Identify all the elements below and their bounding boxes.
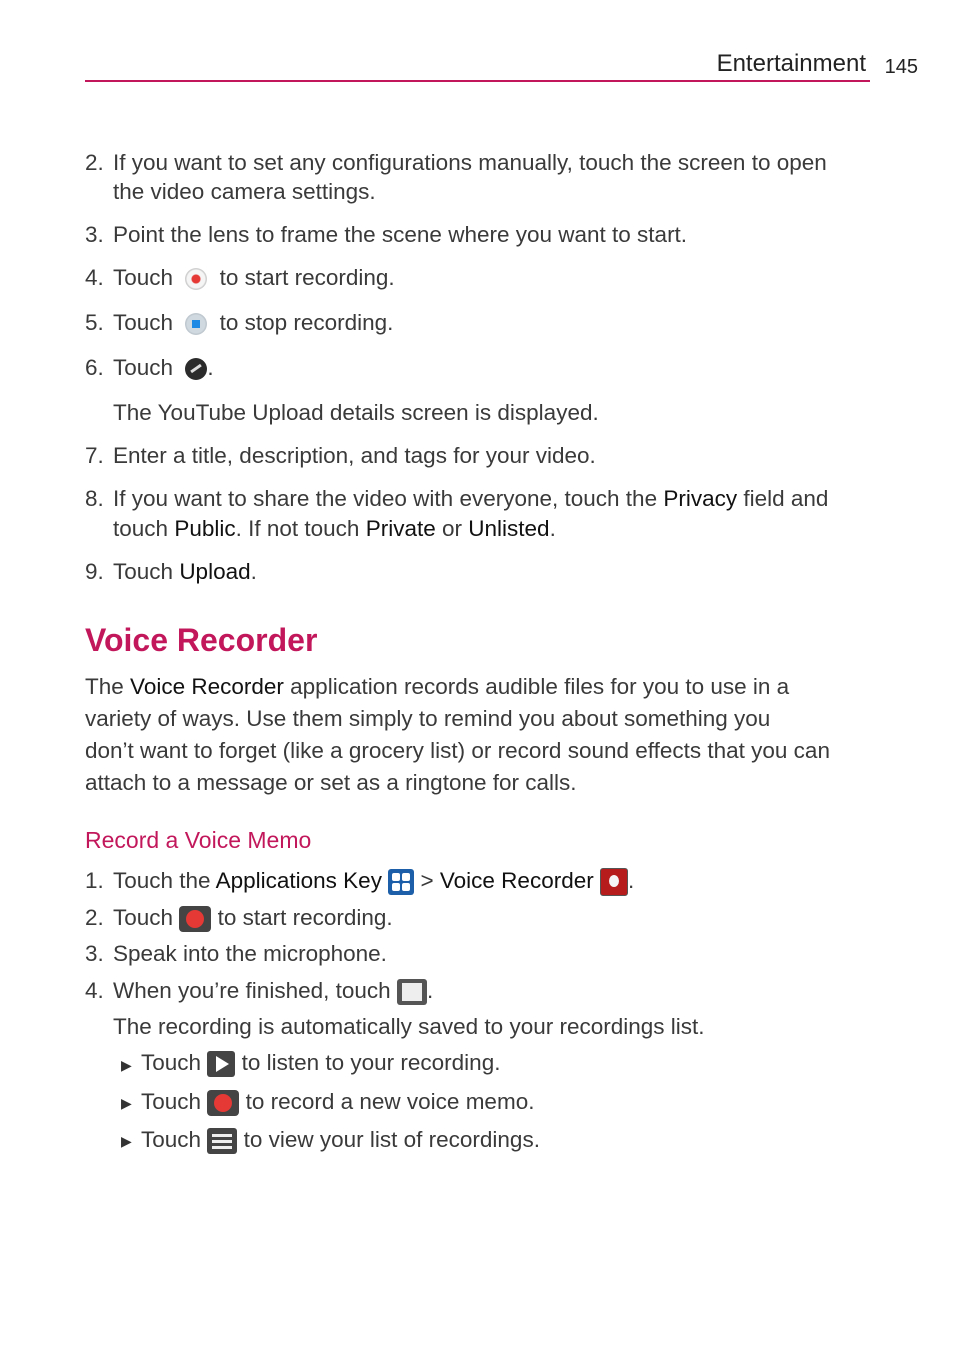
bullet-line <box>141 1050 500 1077</box>
stop-dot-icon <box>185 313 207 335</box>
bullet-text: Touch <box>141 1050 202 1075</box>
header-divider <box>85 80 870 82</box>
intro-text: don’t want to forget (like a grocery list) or record sound effects that you can <box>85 738 830 763</box>
step-text: to start recording. <box>217 905 393 930</box>
bullet-line <box>141 1127 540 1154</box>
record-button-icon <box>179 906 211 932</box>
bullet-arrow-icon: ▶ <box>121 1133 132 1149</box>
step-number: 6. <box>85 355 104 380</box>
step-number: 5. <box>85 310 104 335</box>
step-text: . If not touch <box>235 516 360 541</box>
section-heading: Voice Recorder <box>85 622 318 658</box>
step-text: Speak into the microphone. <box>113 941 387 966</box>
step-number: 8. <box>85 486 104 511</box>
section-title: Entertainment <box>716 50 866 77</box>
step-text: . <box>628 868 635 893</box>
step-line <box>113 486 828 512</box>
step-text: > <box>420 868 434 893</box>
intro-line <box>85 674 789 700</box>
ui-term-applications-key: Applications Key <box>215 868 382 893</box>
step-text: . <box>549 516 556 541</box>
step-text: Touch the <box>113 868 211 893</box>
step-text: Point the lens to frame the scene where you want to start. <box>113 222 688 247</box>
subheading: Record a Voice Memo <box>85 827 312 853</box>
step-text: If you want to share the video with everyone, touch the <box>113 486 658 511</box>
step-text: to stop recording. <box>219 310 394 335</box>
step-line <box>113 978 433 1005</box>
record-dot-icon <box>185 268 207 290</box>
ui-term-privacy: Privacy <box>663 486 738 511</box>
step-number: 2. <box>85 905 104 930</box>
step-number: 3. <box>85 222 104 247</box>
ui-term-public: Public <box>174 516 236 541</box>
step-text: to start recording. <box>219 265 395 290</box>
step-number: 7. <box>85 443 104 468</box>
step-line <box>113 905 393 932</box>
intro-text: attach to a message or set as a ringtone for calls. <box>85 770 577 795</box>
youtube-upload-icon <box>185 358 207 380</box>
step-text: Touch <box>113 559 174 584</box>
step-number: 3. <box>85 941 104 966</box>
step-text: the video camera settings. <box>113 179 376 204</box>
step-line <box>113 559 257 585</box>
list-icon <box>207 1128 237 1154</box>
step-text: . <box>250 559 257 584</box>
step-note: The YouTube Upload details screen is displayed. <box>113 400 599 425</box>
step-number: 4. <box>85 978 104 1003</box>
step-line <box>113 868 634 896</box>
step-text: . <box>426 978 434 1003</box>
intro-text: The <box>85 674 124 699</box>
step-text: When you’re finished, touch <box>113 978 391 1003</box>
step-number: 9. <box>85 559 104 584</box>
step-text: or <box>442 516 463 541</box>
bullet-text: Touch <box>141 1089 202 1114</box>
step-text: Touch <box>113 905 174 930</box>
ui-term-voice-recorder: Voice Recorder <box>439 868 594 893</box>
step-number: 1. <box>85 868 104 893</box>
ui-term-voice-recorder: Voice Recorder <box>130 674 284 699</box>
ui-term-private: Private <box>365 516 436 541</box>
bullet-text: to listen to your recording. <box>241 1050 501 1075</box>
step-text: Touch <box>113 355 174 380</box>
step-text: Touch <box>113 310 174 335</box>
step-text: field and <box>743 486 829 511</box>
stop-button-icon <box>397 979 427 1005</box>
step-line <box>113 310 393 336</box>
step-text: Enter a title, description, and tags for your video. <box>113 443 596 468</box>
ui-term-unlisted: Unlisted <box>468 516 550 541</box>
bullet-text: Touch <box>141 1127 202 1152</box>
ui-term-upload: Upload <box>179 559 251 584</box>
bullet-text: to record a new voice memo. <box>245 1089 535 1114</box>
step-number: 4. <box>85 265 104 290</box>
bullet-text: to view your list of recordings. <box>243 1127 540 1152</box>
bullet-arrow-icon: ▶ <box>121 1057 132 1073</box>
step-number: 2. <box>85 150 104 175</box>
record-button-icon <box>207 1090 239 1116</box>
step-text: . <box>207 355 214 380</box>
page-number: 145 <box>884 56 918 78</box>
applications-key-icon <box>388 869 414 895</box>
step-text: Touch <box>113 265 174 290</box>
step-text: If you want to set any configurations manually, touch the screen to open <box>113 150 827 175</box>
step-line <box>113 265 395 291</box>
step-text: touch <box>113 516 169 541</box>
step-line <box>113 355 214 381</box>
step-line <box>113 516 556 542</box>
play-icon <box>207 1051 235 1077</box>
bullet-line <box>141 1089 534 1116</box>
intro-text: application records audible files for you to use in a <box>290 674 790 699</box>
voice-recorder-app-icon <box>600 868 628 896</box>
step-note: The recording is automatically saved to your recordings list. <box>113 1014 705 1039</box>
bullet-arrow-icon: ▶ <box>121 1095 132 1111</box>
intro-text: variety of ways. Use them simply to remind you about something you <box>85 706 771 731</box>
